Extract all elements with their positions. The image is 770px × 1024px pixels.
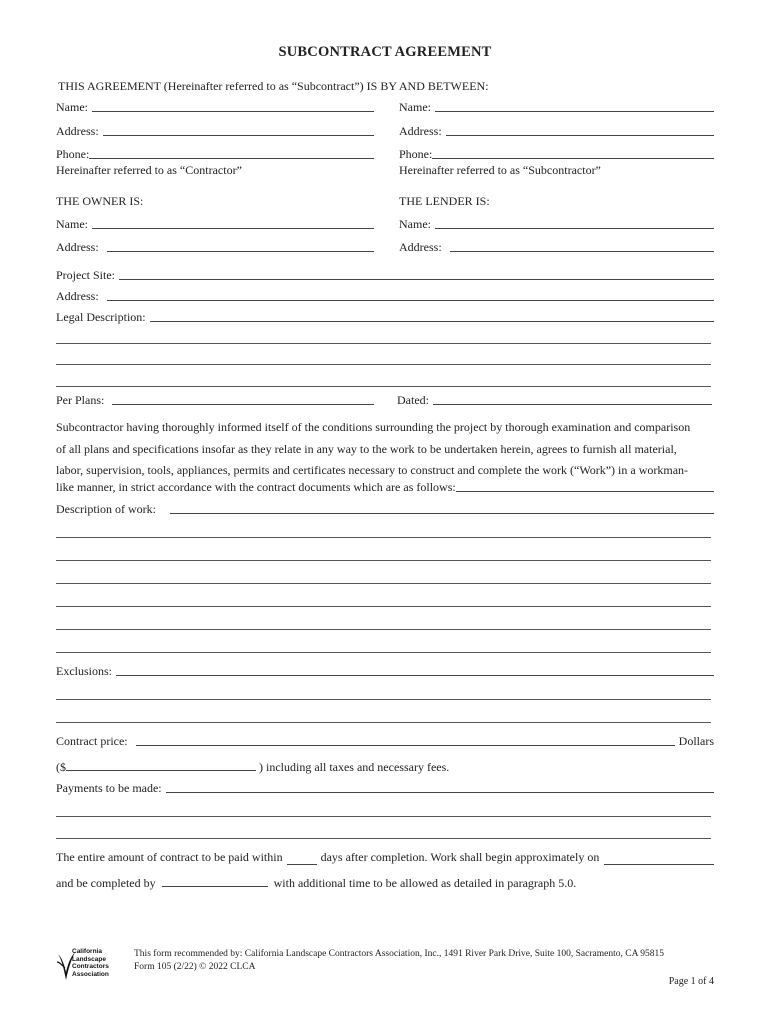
subcontractor-phone-label: Phone: <box>399 147 433 161</box>
work-paragraph-line: of all plans and specifications insofar as they relate in any way to the work to be undertaken herein, agrees to furnish all material, <box>56 441 677 456</box>
legal-description-row <box>56 310 714 325</box>
per-plans-field[interactable] <box>112 403 374 405</box>
payments-line[interactable] <box>56 838 711 839</box>
exclusions-line[interactable] <box>56 722 711 723</box>
per-plans-label: Per Plans: <box>56 393 105 407</box>
price-numeric-row <box>56 758 449 775</box>
subcontractor-name-row <box>399 100 714 115</box>
payments-label: Payments to be made: <box>56 781 162 795</box>
subcontractor-address-row <box>399 124 714 139</box>
owner-name-field[interactable] <box>92 227 374 229</box>
subcontractor-name-field[interactable] <box>435 110 714 112</box>
contractor-address-row <box>56 124 374 139</box>
contractor-note: Hereinafter referred to as “Contractor” <box>56 163 242 177</box>
intro-text: THIS AGREEMENT (Hereinafter referred to as “Subcontract”) IS BY AND BETWEEN: <box>58 79 489 93</box>
contract-documents-field[interactable] <box>456 490 714 492</box>
completion-row-2 <box>56 874 576 891</box>
payments-field[interactable] <box>166 791 714 793</box>
completion-text-2: days after completion. Work shall begin approximately on <box>320 850 600 864</box>
clca-logo <box>56 948 122 982</box>
subcontractor-name-label: Name: <box>399 100 431 114</box>
contractor-name-label: Name: <box>56 100 88 114</box>
price-suffix: ) including all taxes and necessary fees. <box>259 760 450 774</box>
description-line[interactable] <box>56 560 711 561</box>
exclusions-row <box>56 664 714 679</box>
completion-text-1: The entire amount of contract to be paid within <box>56 850 283 864</box>
legal-description-line[interactable] <box>56 364 711 365</box>
project-address-label: Address: <box>56 289 99 303</box>
subcontractor-address-field[interactable] <box>446 134 714 136</box>
work-paragraph-line: Subcontractor having thoroughly informed itself of the conditions surrounding the project by thorough examination and comparison <box>56 420 691 434</box>
contract-price-row <box>56 734 714 749</box>
price-prefix: ($ <box>56 760 66 774</box>
exclusions-field[interactable] <box>116 674 714 676</box>
dated-row <box>397 393 712 408</box>
contractor-name-row <box>56 100 374 115</box>
description-line[interactable] <box>56 537 711 538</box>
owner-address-field[interactable] <box>107 250 374 252</box>
payments-row <box>56 781 714 796</box>
work-paragraph <box>56 417 714 482</box>
subcontractor-phone-row <box>399 147 714 162</box>
page-title: SUBCONTRACT AGREEMENT <box>278 44 492 60</box>
lender-heading: THE LENDER IS: <box>399 194 490 208</box>
project-address-row <box>56 289 714 304</box>
dated-label: Dated: <box>397 393 429 407</box>
footer-credits <box>134 948 664 974</box>
project-site-label: Project Site: <box>56 268 115 282</box>
project-address-field[interactable] <box>107 299 714 301</box>
exclusions-label: Exclusions: <box>56 664 112 678</box>
completion-text-4: with additional time to be allowed as detailed in paragraph 5.0. <box>273 876 577 890</box>
work-paragraph-line: labor, supervision, tools, appliances, permits and certificates necessary to construct and complete the work (“Work”) in a workman- <box>56 463 689 477</box>
description-line[interactable] <box>56 583 711 584</box>
footer-form-number: Form 105 (2/22) © 2022 CLCA <box>134 962 256 972</box>
description-field[interactable] <box>170 512 714 514</box>
legal-description-line[interactable] <box>56 343 711 344</box>
project-site-field[interactable] <box>119 278 714 280</box>
dated-field[interactable] <box>433 403 712 405</box>
description-line[interactable] <box>56 606 711 607</box>
lender-name-field[interactable] <box>435 227 714 229</box>
contract-documents-row <box>56 480 714 495</box>
owner-name-label: Name: <box>56 217 88 231</box>
completion-text-3: and be completed by <box>56 876 156 890</box>
lender-address-field[interactable] <box>450 250 714 252</box>
owner-address-row <box>56 240 374 255</box>
owner-heading: THE OWNER IS: <box>56 194 144 208</box>
subcontractor-address-label: Address: <box>399 124 442 138</box>
work-paragraph-line: like manner, in strict accordance with the contract documents which are as follows: <box>56 480 456 494</box>
contractor-address-label: Address: <box>56 124 99 138</box>
form-page <box>56 0 714 1024</box>
contractor-address-field[interactable] <box>103 134 374 136</box>
lender-address-label: Address: <box>399 240 442 254</box>
subcontractor-note: Hereinafter referred to as “Subcontractor” <box>399 163 601 177</box>
dollars-label: Dollars <box>678 734 714 748</box>
contractor-phone-label: Phone: <box>56 147 90 161</box>
legal-description-field[interactable] <box>150 320 714 322</box>
legal-description-label: Legal Description: <box>56 310 146 324</box>
description-line[interactable] <box>56 629 711 630</box>
contractor-phone-row <box>56 147 374 162</box>
contract-price-label: Contract price: <box>56 734 128 748</box>
per-plans-row <box>56 393 374 408</box>
subcontractor-phone-field[interactable] <box>432 157 714 159</box>
contract-price-field[interactable] <box>136 744 675 746</box>
page-number: Page 1 of 4 <box>668 976 714 987</box>
legal-description-line[interactable] <box>56 386 711 387</box>
completion-date-field[interactable] <box>162 874 268 887</box>
price-numeric-field[interactable] <box>66 758 256 771</box>
logo-wordmark: California Landscape Contractors Association <box>72 948 109 978</box>
lender-name-label: Name: <box>399 217 431 231</box>
days-field[interactable] <box>287 852 317 865</box>
description-row <box>56 502 714 517</box>
owner-name-row <box>56 217 374 232</box>
footer-recommendation: This form recommended by: California Landscape Contractors Association, Inc., 1491 River Park Drive, Suite 100, Sacramento, CA 95815 <box>134 949 665 959</box>
owner-address-label: Address: <box>56 240 99 254</box>
project-site-row <box>56 268 714 283</box>
contractor-name-field[interactable] <box>92 110 374 112</box>
start-date-field[interactable] <box>604 852 714 865</box>
description-line[interactable] <box>56 652 711 653</box>
lender-name-row <box>399 217 714 232</box>
description-label: Description of work: <box>56 502 156 516</box>
completion-row-1 <box>56 850 714 865</box>
lender-address-row <box>399 240 714 255</box>
contractor-phone-field[interactable] <box>89 157 374 159</box>
payments-line[interactable] <box>56 816 711 817</box>
exclusions-line[interactable] <box>56 699 711 700</box>
